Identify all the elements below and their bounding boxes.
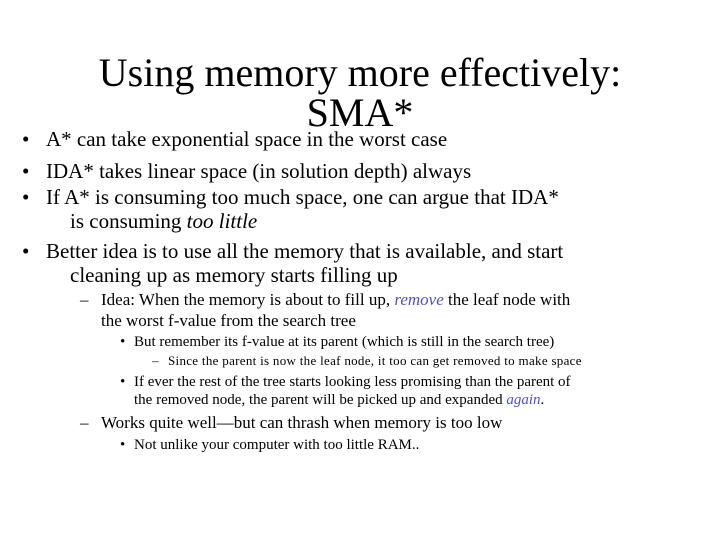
ram-text: Not unlike your computer with too little RAM.. (134, 437, 420, 453)
dash-marker: – (80, 290, 89, 309)
promising-line-2-pre: the removed node, the parent will be picked up and expanded (134, 392, 507, 408)
remember-text: But remember its f-value at its parent (which is still in the search tree) (134, 334, 555, 350)
title-line-2: SMA* (306, 90, 414, 135)
again-emphasis: again (506, 392, 541, 408)
dash-marker: – (80, 413, 89, 432)
bullet-1-text: A* can take exponential space in the worst case (46, 127, 448, 151)
bullet-3-line-2 (70, 209, 257, 233)
idea-line-1-post: the leaf node with (443, 290, 571, 309)
bullet-marker: • (22, 159, 30, 183)
parent-leaf-text: Since the parent is now the leaf node, it too can get removed to make space (168, 353, 582, 368)
idea-line-1-pre: Idea: When the memory is about to fill up, (101, 290, 395, 309)
promising-line-2-post: . (540, 392, 545, 408)
idea-line-1 (101, 289, 570, 310)
bullet-marker: • (22, 185, 30, 209)
bullet-marker: • (22, 239, 30, 263)
title-line-1: Using memory more effectively: (98, 50, 622, 95)
bullet-marker: • (120, 374, 126, 390)
promising-line-2 (134, 391, 544, 409)
idea-line-2: the worst f-value from the search tree (101, 311, 356, 330)
works-text: Works quite well—but can thrash when memory is too low (101, 413, 503, 432)
bullet-4-line-1: Better idea is to use all the memory that is available, and start (46, 239, 564, 263)
slide-title (0, 50, 720, 136)
bullet-3-emphasis: too little (186, 209, 258, 233)
bullet-3-line-1: If A* is consuming too much space, one can argue that IDA* (46, 185, 559, 209)
bullet-marker: • (120, 334, 126, 350)
bullet-marker: • (120, 437, 126, 453)
promising-line-1: If ever the rest of the tree starts looking less promising than the parent of (134, 374, 571, 390)
dash-marker: – (152, 353, 159, 368)
bullet-2-text: IDA* takes linear space (in solution depth) always (46, 159, 472, 183)
idea-emphasis: remove (394, 290, 444, 309)
bullet-marker: • (22, 127, 30, 151)
bullet-3-line-2-text: is consuming (70, 209, 187, 233)
bullet-4-line-2: cleaning up as memory starts filling up (70, 263, 398, 287)
